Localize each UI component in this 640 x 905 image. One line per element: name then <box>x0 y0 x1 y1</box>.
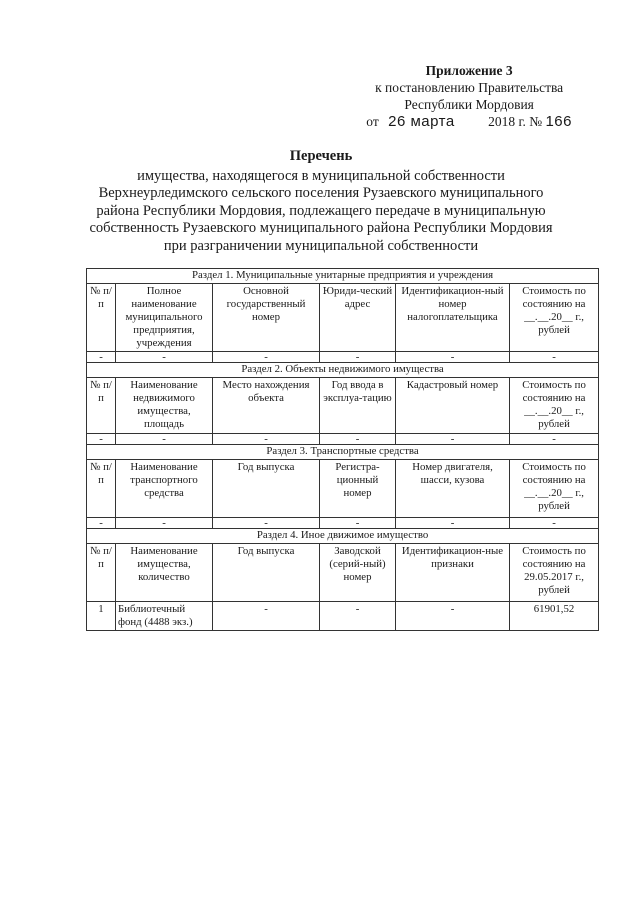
header-row <box>87 284 599 352</box>
title-heading: Перечень <box>289 148 353 164</box>
table-cell: - <box>396 352 510 363</box>
header-cell: Наименование транспортного средства <box>116 460 213 518</box>
section-row <box>87 363 599 378</box>
header-cell: Кадастровый номер <box>396 378 510 434</box>
table-cell: 1 <box>87 602 116 631</box>
header-cell: № п/п <box>87 544 116 602</box>
section-title: Раздел 4. Иное движимое имущество <box>87 529 599 544</box>
year-text: 2018 г. № <box>488 114 543 129</box>
table-cell: - <box>396 602 510 631</box>
table-cell: 61901,52 <box>510 602 599 631</box>
table-cell: - <box>116 518 213 529</box>
header-cell: Наименование недвижимого имущества, площадь <box>116 378 213 434</box>
header-cell: Идентификацион-ный номер налогоплательщика <box>396 284 510 352</box>
header-cell: Регистра-ционный номер <box>320 460 396 518</box>
header-row <box>87 544 599 602</box>
date-handwritten: 26 марта <box>388 113 455 130</box>
date-prefix: от <box>366 114 379 129</box>
table-cell: - <box>320 602 396 631</box>
header-cell: Стоимость по состоянию на 29.05.2017 г., рублей <box>510 544 599 602</box>
date-line <box>366 113 572 130</box>
document-header <box>366 62 572 130</box>
header-cell: Наименование имущества, количество <box>116 544 213 602</box>
section-title: Раздел 3. Транспортные средства <box>87 445 599 460</box>
header-row <box>87 460 599 518</box>
table-cell: Библиотечный фонд (4488 экз.) <box>116 602 213 631</box>
table-row <box>87 434 599 445</box>
header-cell: Полное наименование муниципального предприятия, учреждения <box>116 284 213 352</box>
table-cell: - <box>87 518 116 529</box>
header-cell: Год ввода в эксплуа-тацию <box>320 378 396 434</box>
header-cell: Год выпуска <box>213 544 320 602</box>
section-row <box>87 269 599 284</box>
header-cell: Место нахождения объекта <box>213 378 320 434</box>
table-cell: - <box>320 518 396 529</box>
header-cell: Стоимость по состоянию на __.__.20__ г., рублей <box>510 460 599 518</box>
table-row <box>87 518 599 529</box>
table-cell: - <box>510 352 599 363</box>
property-table <box>86 268 599 631</box>
section-row <box>87 529 599 544</box>
number-handwritten: 166 <box>545 113 572 130</box>
table-cell: - <box>320 434 396 445</box>
header-cell: № п/п <box>87 378 116 434</box>
table-cell: - <box>87 434 116 445</box>
table-cell: - <box>510 518 599 529</box>
header-cell: Идентификацион-ные признаки <box>396 544 510 602</box>
table-cell: - <box>213 352 320 363</box>
header-cell: Юриди-ческий адрес <box>320 284 396 352</box>
table-row <box>87 352 599 363</box>
table-row <box>87 602 599 631</box>
section-title: Раздел 2. Объекты недвижимого имущества <box>87 363 599 378</box>
table-cell: - <box>510 434 599 445</box>
resolution-line: к постановлению Правительства <box>375 80 564 95</box>
section-title: Раздел 1. Муниципальные унитарные предприятия и учреждения <box>87 269 599 284</box>
table-cell: - <box>116 434 213 445</box>
title-body: имущества, находящегося в муниципальной собственности Верхнеурледимского сельского поселения Рузаевского муниципального района Республики Мордовия, подлежащего передаче в муниципальную собственность Рузаевского муниципального района Республики Мордовия при разграничении муниципальной собственности <box>89 167 553 254</box>
table-cell: - <box>396 518 510 529</box>
header-cell: Основной государственный номер <box>213 284 320 352</box>
document-title <box>84 148 558 255</box>
table-cell: - <box>320 352 396 363</box>
table-cell: - <box>213 434 320 445</box>
header-cell: Номер двигателя, шасси, кузова <box>396 460 510 518</box>
header-cell: Стоимость по состоянию на __.__.20__ г., рублей <box>510 378 599 434</box>
header-cell: Стоимость по состоянию на __.__.20__ г., рублей <box>510 284 599 352</box>
header-row <box>87 378 599 434</box>
section-row <box>87 445 599 460</box>
table-cell: - <box>213 602 320 631</box>
header-cell: № п/п <box>87 284 116 352</box>
republic-line: Республики Мордовия <box>404 97 534 112</box>
header-cell: Заводской (серий-ный) номер <box>320 544 396 602</box>
table-cell: - <box>87 352 116 363</box>
header-cell: № п/п <box>87 460 116 518</box>
table-cell: - <box>213 518 320 529</box>
appendix-label: Приложение 3 <box>425 63 513 78</box>
table-cell: - <box>396 434 510 445</box>
header-cell: Год выпуска <box>213 460 320 518</box>
table-cell: - <box>116 352 213 363</box>
